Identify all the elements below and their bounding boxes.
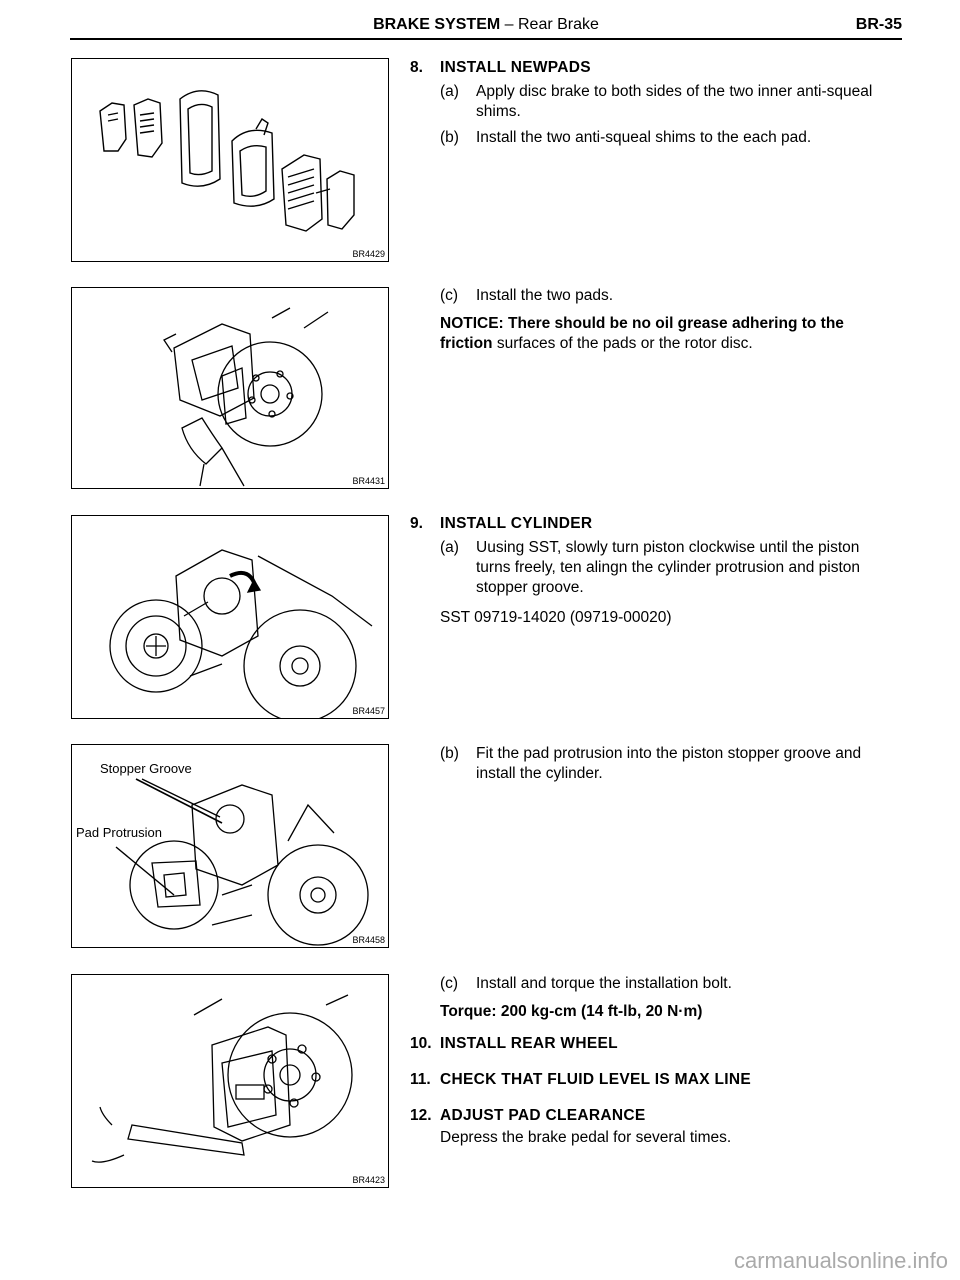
page-number: BR-35 — [855, 16, 902, 33]
step-title: CHECK THAT FLUID LEVEL IS MAX LINE — [440, 1071, 752, 1088]
step-8c — [410, 286, 895, 356]
step-9c-12 — [410, 974, 895, 1174]
step-number: 12. — [410, 1107, 432, 1124]
figure-code: BR4423 — [352, 1175, 385, 1185]
step-8 — [410, 58, 895, 158]
figure-torque-bolt — [71, 974, 389, 1188]
header-rule — [70, 38, 902, 40]
sub-key: (c) — [440, 975, 459, 992]
sst-number: SST 09719-14020 (09719-00020) — [440, 609, 672, 626]
step-number: 11. — [410, 1071, 431, 1088]
step-title: ADJUST PAD CLEARANCE — [440, 1107, 646, 1124]
sub-key: (b) — [440, 129, 459, 146]
figure-code: BR4431 — [352, 476, 385, 486]
sub-key: (a) — [440, 83, 459, 100]
figure-code: BR4457 — [352, 706, 385, 716]
sub-key: (c) — [440, 287, 459, 304]
step-number: 8. — [410, 59, 423, 76]
title-separator: – — [504, 16, 514, 33]
header-title — [70, 16, 902, 34]
figure-stopper-groove — [71, 744, 389, 948]
notice-bold: There should be no oil grease adhering to the friction — [440, 315, 844, 352]
step-number: 9. — [410, 515, 423, 532]
step-number: 10. — [410, 1035, 432, 1052]
torque-spec — [440, 1002, 895, 1022]
step-9b — [410, 744, 895, 794]
torque-bolt-illustration — [72, 975, 388, 1187]
label-pad-protrusion: Pad Protrusion — [76, 825, 162, 840]
figure-install-pads — [71, 287, 389, 489]
figure-sst-piston — [71, 515, 389, 719]
sub-key: (a) — [440, 539, 459, 556]
step-12-text: Depress the brake pedal for several times. — [440, 1129, 732, 1146]
torque-value: 200 kg-cm (14 ft-lb, 20 N·m) — [500, 1003, 703, 1020]
step-9 — [410, 514, 895, 634]
install-pads-illustration — [72, 288, 388, 488]
sub-text: Install the two pads. — [476, 287, 613, 304]
notice-label: NOTICE: — [440, 315, 504, 332]
page-header — [70, 14, 902, 36]
figure-code: BR4458 — [352, 935, 385, 945]
notice-rest: surfaces of the pads or the rotor disc. — [496, 335, 753, 352]
pads-shims-illustration — [72, 59, 388, 261]
sub-text: Apply disc brake to both sides of the two inner anti-squeal shims. — [476, 83, 873, 120]
sub-text: Install the two anti-squeal shims to the each pad. — [476, 129, 812, 146]
step-title: INSTALL NEWPADS — [440, 59, 591, 76]
watermark: carmanualsonline.info — [733, 1248, 948, 1273]
step-title: INSTALL CYLINDER — [440, 515, 593, 532]
subsection-title: Rear Brake — [518, 16, 599, 33]
sst-piston-illustration — [72, 516, 388, 718]
figure-pads-shims — [71, 58, 389, 262]
step-title: INSTALL REAR WHEEL — [440, 1035, 618, 1052]
label-stopper-groove: Stopper Groove — [100, 761, 192, 776]
torque-label: Torque: — [440, 1003, 497, 1020]
section-title: BRAKE SYSTEM — [373, 16, 501, 33]
sub-text: Uusing SST, slowly turn piston clockwise until the piston turns freely, ten alingn the cylinder protrusion and piston stopper groove. — [476, 539, 860, 596]
notice — [440, 314, 895, 354]
sub-text: Fit the pad protrusion into the piston stopper groove and install the cylinder. — [476, 745, 862, 782]
sub-key: (b) — [440, 745, 459, 762]
sub-text: Install and torque the installation bolt. — [476, 975, 732, 992]
figure-code: BR4429 — [352, 249, 385, 259]
